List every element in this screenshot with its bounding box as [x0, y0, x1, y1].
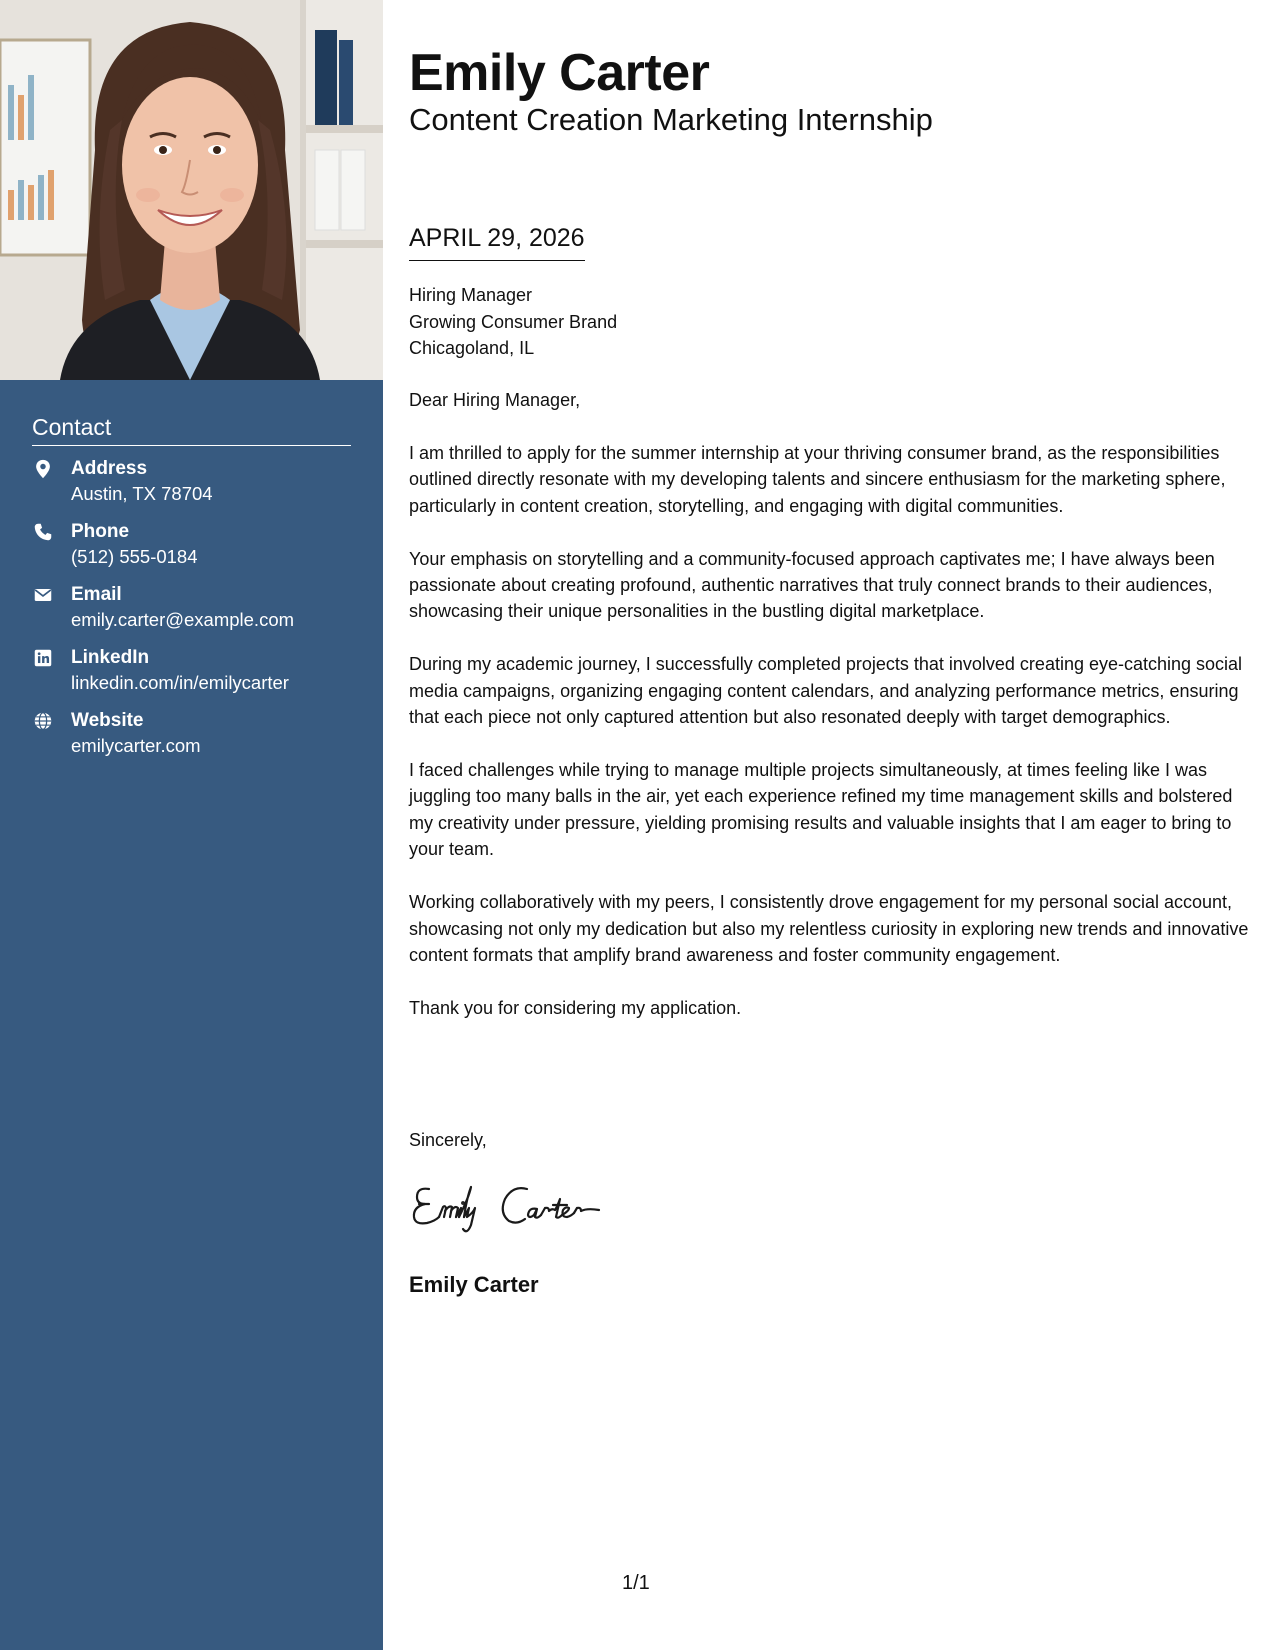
closing: Sincerely, — [409, 1130, 487, 1150]
salutation: Dear Hiring Manager, — [409, 390, 581, 410]
linkedin-icon — [32, 647, 54, 669]
letter-paragraph: Your emphasis on storytelling and a community-focused approach captivates me; I have always been passionate about creating profound, authentic narratives that truly connect brands to their audiences, showcasing their unique personalities in the bustling digital marketplace. — [409, 548, 1215, 622]
recipient-line: Chicagoland, IL — [409, 338, 535, 358]
address-value: Austin, TX 78704 — [71, 483, 213, 504]
signer-name: Emily Carter — [409, 1272, 539, 1297]
contact-website — [32, 708, 351, 758]
envelope-icon — [32, 584, 54, 606]
globe-icon — [32, 710, 54, 732]
website-label: Website — [71, 710, 144, 731]
letter-paragraph: Working collaboratively with my peers, I consistently drove engagement for my personal social account, showcasing not only my dedication but also my relentless curiosity in exploring new trends and innovative content formats that amplify brand awareness and foster community engagement. — [409, 892, 1249, 965]
sidebar — [0, 0, 383, 1650]
recipient-block — [409, 282, 617, 362]
email-label: Email — [71, 584, 122, 605]
linkedin-value[interactable]: linkedin.com/in/emilycarter — [71, 672, 289, 693]
handwritten-signature — [409, 1177, 619, 1242]
position-title: Content Creation Marketing Internship — [409, 102, 933, 137]
letter-paragraph: I am thrilled to apply for the summer internship at your thriving consumer brand, as the responsibilities outlined directly resonate with my developing talents and sincere enthusiasm for the marketing sphere, particularly in content creation, storytelling, and engaging with digital communities. — [409, 442, 1226, 516]
phone-value: (512) 555-0184 — [71, 546, 198, 567]
letter-paragraph: Thank you for considering my application. — [409, 997, 742, 1018]
letter-paragraph: During my academic journey, I successfully completed projects that involved creating eye-catching social media campaigns, organizing engaging content calendars, and analyzing performance metrics, ensuring that each piece not only captured attention but also resonated deeply with target demographics. — [409, 654, 1243, 728]
contact-address — [32, 456, 351, 506]
letter-date: APRIL 29, 2026 — [409, 222, 585, 261]
letter-content — [409, 387, 1254, 1048]
recipient-line: Growing Consumer Brand — [409, 311, 618, 332]
contact-heading: Contact — [32, 413, 351, 446]
contact-email — [32, 582, 351, 632]
letter-paragraph: I faced challenges while trying to manage multiple projects simultaneously, at times feeling like I was juggling too many balls in the air, yet each experience refined my time management skills and bolstered my creativity under pressure, yielding promising results and valuable insights that I am eager to bring to your team. — [409, 760, 1233, 860]
contact-phone — [32, 519, 351, 569]
address-label: Address — [71, 458, 148, 479]
email-value[interactable]: emily.carter@example.com — [71, 609, 295, 630]
website-value[interactable]: emilycarter.com — [71, 735, 201, 756]
page-number: 1/1 — [622, 1572, 650, 1594]
phone-icon — [32, 521, 54, 543]
linkedin-label: LinkedIn — [71, 647, 150, 668]
contact-section — [32, 413, 351, 771]
profile-photo — [0, 0, 383, 380]
applicant-name: Emily Carter — [409, 44, 710, 102]
contact-linkedin — [32, 645, 351, 695]
recipient-line: Hiring Manager — [409, 285, 533, 305]
location-pin-icon — [32, 458, 54, 480]
phone-label: Phone — [71, 521, 130, 542]
